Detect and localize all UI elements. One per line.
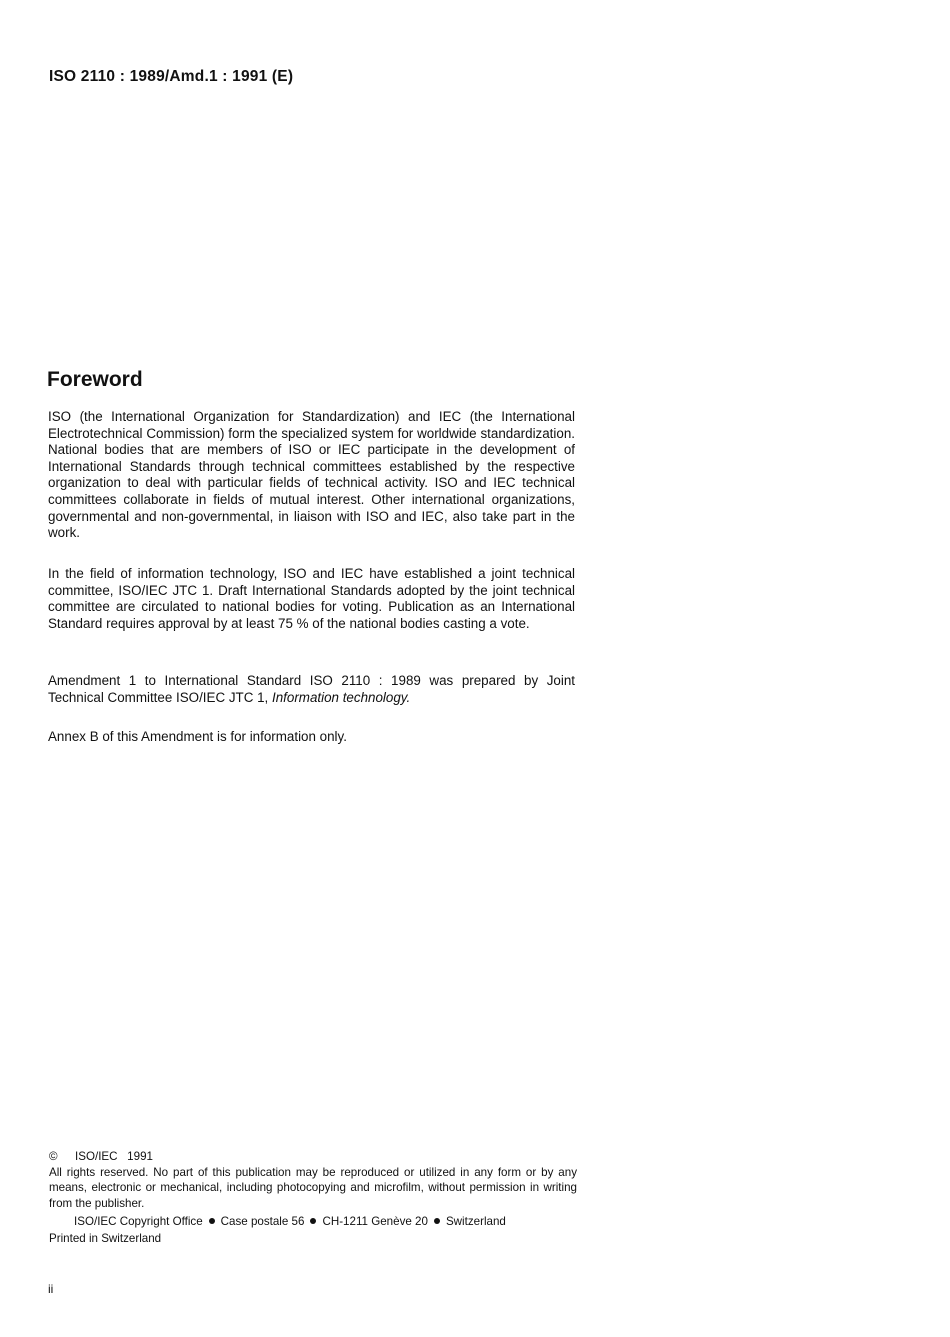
page-number: ii [48, 1282, 54, 1296]
postal-country: Switzerland [445, 1214, 506, 1228]
bullet-icon [310, 1218, 316, 1224]
foreword-paragraph-organizations: ISO (the International Organization for Standardization) and IEC (the International Electrotechnical Commission) form the specialized system for worldwide standardization. National bodies that are members of ISO or IEC participate in the development of International Standards through technical committees established by the respective organization to deal with particular fields of technical activity. ISO and IEC technical committees collaborate in fields of mutual interest. Other international organizations, governmental and non-governmental, in liaison with ISO and IEC, also take part in the work. [48, 409, 575, 541]
copyright-holder: ISO/IEC 1991 [75, 1150, 153, 1163]
postal-city: CH-1211 Genève 20 [322, 1214, 428, 1228]
copyright-footer [49, 1149, 577, 1246]
printed-in: Printed in Switzerland [49, 1232, 162, 1246]
copyright-office-address [49, 1214, 577, 1229]
foreword-paragraph-annex: Annex B of this Amendment is for information only. [48, 729, 347, 744]
foreword-paragraph-amendment [48, 673, 575, 706]
bullet-icon [434, 1218, 440, 1224]
foreword-paragraph-jtc1: In the field of information technology, ISO and IEC have established a joint technical committee, ISO/IEC JTC 1. Draft International Standards adopted by the joint technical committee are circulated to national bodies for voting. Publication as an International Standard requires approval by at least 75 % of the national bodies casting a vote. [48, 566, 575, 631]
amendment-text: Amendment 1 to International Standard ISO 2110 : 1989 was prepared by Joint Technical Committee ISO/IEC JTC 1, [48, 673, 575, 705]
rights-statement: All rights reserved. No part of this publication may be reproduced or utilized in any form or by any means, electronic or mechanical, including photocopying and microfilm, without permission in writing from the publisher. [49, 1166, 577, 1210]
postal-box: Case postale 56 [220, 1214, 305, 1228]
copyright-icon: © [49, 1150, 58, 1163]
bullet-icon [209, 1218, 215, 1224]
document-header: ISO 2110 : 1989/Amd.1 : 1991 (E) [49, 68, 294, 85]
copyright-line [49, 1149, 577, 1164]
foreword-heading: Foreword [47, 368, 143, 391]
committee-name: Information technology. [272, 689, 411, 705]
office-name: ISO/IEC Copyright Office [74, 1214, 203, 1228]
